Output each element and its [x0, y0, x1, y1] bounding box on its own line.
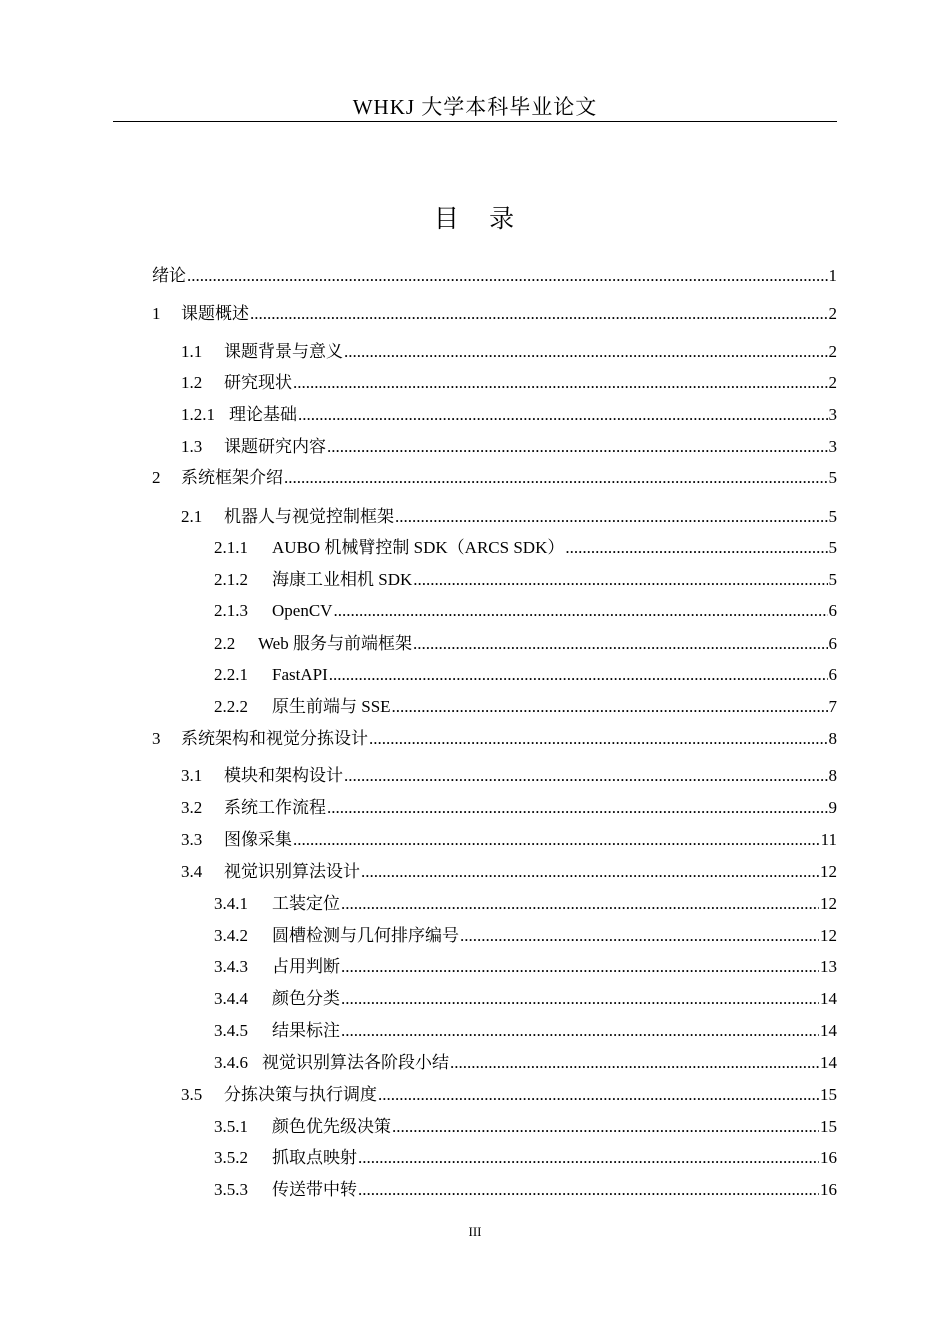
toc-dot-leader	[361, 861, 819, 883]
toc-entry-title: 模块和架构设计	[224, 766, 343, 785]
toc-dot-leader	[293, 829, 820, 851]
toc-entry-title: 颜色优先级决策	[272, 1117, 391, 1136]
toc-entry-page: 15	[820, 1117, 837, 1136]
toc-entry[interactable]	[181, 432, 837, 458]
toc-entry[interactable]	[214, 1048, 837, 1074]
toc-entry-page: 3	[828, 405, 837, 424]
toc-entry[interactable]	[214, 1112, 837, 1138]
toc-entry[interactable]	[214, 596, 837, 622]
toc-entry-page: 14	[820, 989, 837, 1008]
toc-entry[interactable]	[214, 921, 837, 947]
toc-entry-title: 系统架构和视觉分拣设计	[181, 729, 368, 748]
toc-dot-leader	[344, 765, 828, 787]
toc-entry-title: 抓取点映射	[272, 1148, 357, 1167]
toc-entry-title: 占用判断	[272, 957, 340, 976]
toc-entry-title: 研究现状	[224, 373, 292, 392]
toc-entry-number: 2.1.3	[214, 601, 248, 620]
toc-entry-number: 3.2	[181, 798, 203, 817]
toc-entry[interactable]	[214, 660, 837, 686]
toc-entry-title: Web 服务与前端框架	[258, 634, 412, 653]
toc-entry-number: 2.2.2	[214, 697, 248, 716]
toc-entry-page: 2	[828, 373, 837, 392]
toc-entry-page: 11	[820, 830, 837, 849]
toc-entry-number: 3.4.2	[214, 926, 248, 945]
toc-dot-leader	[392, 696, 828, 718]
toc-entry-number: 3.4.1	[214, 894, 248, 913]
toc-dot-leader	[284, 467, 828, 489]
toc-entry-title: 分拣决策与执行调度	[224, 1085, 377, 1104]
running-header: WHKJ 大学本科毕业论文	[352, 95, 598, 119]
toc-entry-title: 机器人与视觉控制框架	[224, 507, 394, 526]
toc-dot-leader	[327, 797, 828, 819]
toc-entry-number: 3.4.6	[214, 1053, 248, 1072]
toc-dot-leader	[333, 600, 827, 622]
toc-entry-page: 5	[828, 570, 837, 589]
toc-entry[interactable]	[181, 502, 837, 528]
toc-entry-page: 12	[820, 862, 837, 881]
toc-entry-number: 3.4.3	[214, 957, 248, 976]
toc-entry-page: 2	[828, 304, 837, 323]
toc-entry[interactable]	[152, 724, 837, 750]
toc-entry[interactable]	[181, 857, 837, 883]
page-number: III	[468, 1224, 482, 1239]
toc-dot-leader	[460, 925, 819, 947]
toc-entry-page: 14	[820, 1053, 837, 1072]
toc-entry[interactable]	[214, 984, 837, 1010]
toc-entry-number: 3.5.2	[214, 1148, 248, 1167]
toc-entry-number: 3.5.3	[214, 1180, 248, 1199]
toc-entry-title: 课题研究内容	[224, 437, 326, 456]
toc-entry-title: 工装定位	[272, 894, 340, 913]
toc-dot-leader	[392, 1116, 819, 1138]
toc-entry-number: 3.4.4	[214, 989, 248, 1008]
toc-entry-title: 海康工业相机 SDK	[272, 570, 413, 589]
toc-dot-leader	[344, 341, 828, 363]
toc-dot-leader	[329, 664, 828, 686]
toc-entry-page: 6	[828, 665, 837, 684]
toc-entry-number: 1.2	[181, 373, 203, 392]
toc-entry[interactable]	[214, 1175, 837, 1201]
toc-entry-title: 圆槽检测与几何排序编号	[272, 926, 459, 945]
toc-dot-leader	[250, 303, 828, 325]
toc-entry-number: 2	[152, 468, 161, 487]
toc-dot-leader	[378, 1084, 819, 1106]
toc-entry-page: 15	[820, 1085, 837, 1104]
toc-entry[interactable]	[181, 1080, 837, 1106]
toc-entry-page: 9	[828, 798, 837, 817]
toc-entry-page: 12	[820, 926, 837, 945]
toc-entry-page: 6	[828, 634, 837, 653]
toc-entry-number: 3.4	[181, 862, 203, 881]
toc-entry-number: 2.1.2	[214, 570, 248, 589]
toc-entry-number: 3.4.5	[214, 1021, 248, 1040]
toc-entry-page: 14	[820, 1021, 837, 1040]
toc-entry[interactable]	[181, 761, 837, 787]
toc-entry[interactable]	[214, 952, 837, 978]
toc-entry-page: 2	[828, 342, 837, 361]
toc-dot-leader	[565, 537, 827, 559]
toc-entry-page: 8	[828, 766, 837, 785]
toc-entry-page: 16	[820, 1180, 837, 1199]
toc-dot-leader	[341, 988, 819, 1010]
toc-entry-page: 3	[828, 437, 837, 456]
toc-entry-page: 7	[828, 697, 837, 716]
toc-entry-page: 5	[828, 538, 837, 557]
toc-dot-leader	[413, 633, 828, 655]
toc-entry-page: 1	[828, 266, 837, 285]
toc-entry-title: 课题背景与意义	[224, 342, 343, 361]
toc-entry-title: 颜色分类	[272, 989, 340, 1008]
toc-entry-title: 原生前端与 SSE	[272, 697, 391, 716]
toc-entry[interactable]	[214, 1143, 837, 1169]
toc-entry-page: 12	[820, 894, 837, 913]
toc-entry-page: 16	[820, 1148, 837, 1167]
toc-entry[interactable]	[152, 299, 837, 325]
toc-entry[interactable]	[181, 825, 837, 851]
toc-entry-number: 3.3	[181, 830, 203, 849]
toc-dot-leader	[293, 372, 828, 394]
toc-entry-number: 1.3	[181, 437, 203, 456]
toc-entry[interactable]	[214, 565, 837, 591]
toc-entry[interactable]	[152, 261, 837, 287]
toc-entry-number: 1.2.1	[181, 405, 215, 424]
toc-entry-title: AUBO 机械臂控制 SDK（ARCS SDK）	[272, 538, 565, 557]
toc-entry[interactable]	[181, 793, 837, 819]
toc-dot-leader	[369, 728, 828, 750]
toc-entry-number: 2.1.1	[214, 538, 248, 557]
toc-entry-page: 5	[828, 507, 837, 526]
toc-entry-title: 图像采集	[224, 830, 292, 849]
toc-entry[interactable]	[214, 629, 837, 655]
toc-entry[interactable]	[214, 692, 837, 718]
toc-dot-leader	[358, 1147, 819, 1169]
toc-dot-leader	[358, 1179, 819, 1201]
toc-entry-title: 系统工作流程	[224, 798, 326, 817]
toc-dot-leader	[341, 893, 819, 915]
toc-entry-number: 2.1	[181, 507, 203, 526]
toc-entry-title: OpenCV	[272, 601, 333, 620]
toc-entry[interactable]	[181, 400, 837, 426]
toc-dot-leader	[341, 956, 819, 978]
toc-entry[interactable]	[214, 889, 837, 915]
toc-entry-title: 系统框架介绍	[181, 468, 283, 487]
toc-entry-number: 1.1	[181, 342, 203, 361]
toc-entry-title: 理论基础	[229, 405, 297, 424]
toc-dot-leader	[450, 1052, 819, 1074]
toc-entry[interactable]	[214, 1016, 837, 1042]
toc-entry[interactable]	[181, 368, 837, 394]
toc-entry-number: 2.2	[214, 634, 236, 653]
toc-entry-page: 5	[828, 468, 837, 487]
toc-entry-page: 8	[828, 729, 837, 748]
toc-entry-title: 绪论	[152, 266, 186, 285]
toc-entry-title: 传送带中转	[272, 1180, 357, 1199]
toc-entry[interactable]	[152, 463, 837, 489]
toc-entry-number: 3.5	[181, 1085, 203, 1104]
header-rule	[113, 121, 837, 122]
toc-dot-leader	[413, 569, 827, 591]
toc-entry-number: 3.1	[181, 766, 203, 785]
toc-dot-leader	[341, 1020, 819, 1042]
toc-entry-page: 13	[820, 957, 837, 976]
toc-entry-number: 3	[152, 729, 161, 748]
toc-entry-number: 3.5.1	[214, 1117, 248, 1136]
toc-dot-leader	[395, 506, 828, 528]
toc-entry-title: 结果标注	[272, 1021, 340, 1040]
toc-title: 目 录	[433, 206, 527, 233]
toc-entry-number: 1	[152, 304, 161, 323]
toc-entry[interactable]	[181, 337, 837, 363]
toc-entry-title: 视觉识别算法设计	[224, 862, 360, 881]
toc-dot-leader	[298, 404, 828, 426]
toc-entry-title: 课题概述	[181, 304, 249, 323]
toc-entry[interactable]	[214, 533, 837, 559]
toc-entry-number: 2.2.1	[214, 665, 248, 684]
toc-dot-leader	[327, 436, 828, 458]
toc-entry-title: 视觉识别算法各阶段小结	[262, 1053, 449, 1072]
toc-entry-page: 6	[828, 601, 837, 620]
toc-entry-title: FastAPI	[272, 665, 328, 684]
toc-dot-leader	[187, 265, 828, 287]
